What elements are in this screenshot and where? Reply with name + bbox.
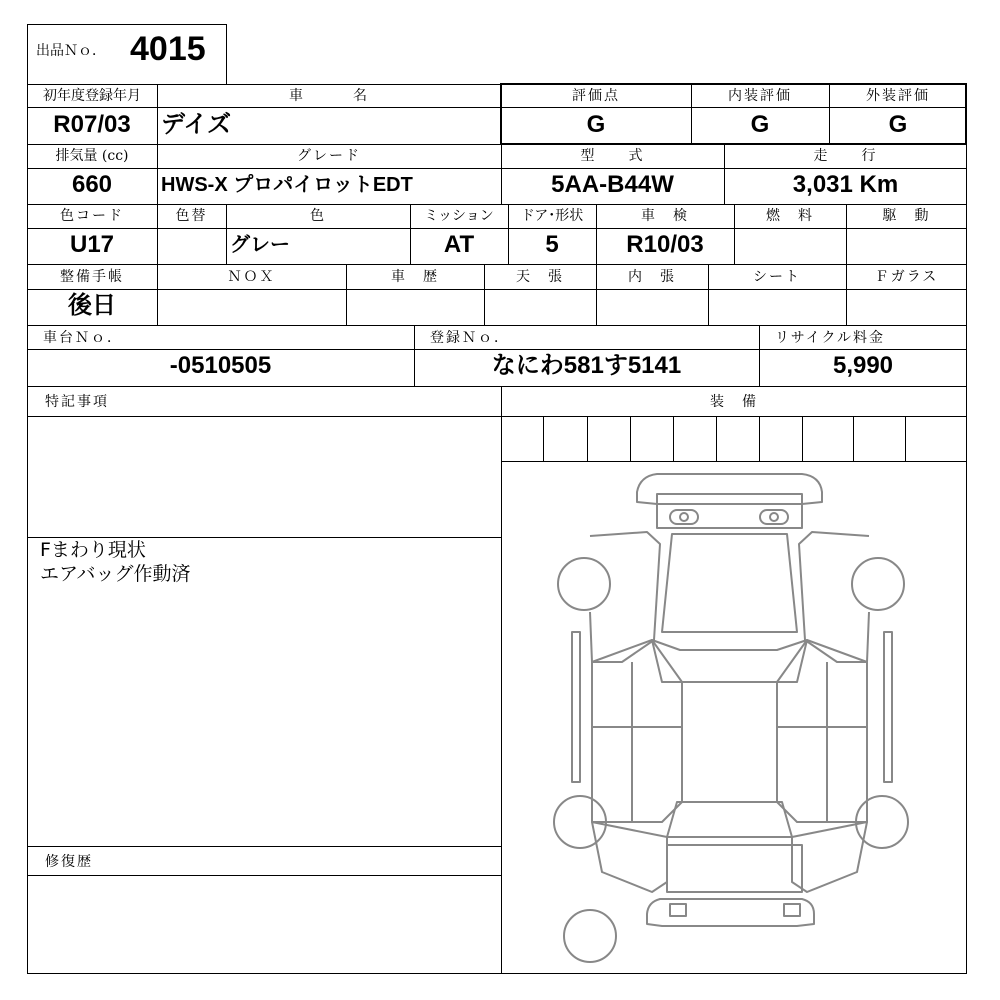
interior-value: G	[750, 111, 770, 138]
color-value: グレー	[230, 234, 290, 256]
chassis-value: -0510505	[169, 352, 272, 379]
first-reg-label: 初年度登録年月	[43, 88, 141, 104]
color-label: 色	[310, 208, 326, 224]
grade-value: HWS-X プロパイロットEDT	[161, 174, 413, 196]
lot-number: 4015	[130, 30, 206, 68]
score-value: G	[586, 111, 606, 138]
score-label: 評価点	[572, 88, 620, 104]
grade-label: グレード	[297, 148, 361, 164]
doors-label: ドア･形状	[520, 208, 584, 224]
fuel-label: 燃 料	[766, 208, 814, 224]
seat-label: シート	[753, 269, 801, 285]
transmission-label: ミッション	[424, 208, 494, 224]
exterior-label: 外装評価	[866, 88, 930, 104]
recycle-label: リサイクル料金	[775, 330, 886, 346]
inspection-value: R10/03	[626, 231, 704, 258]
doors-value: 5	[545, 231, 559, 258]
equipment-label: 装 備	[710, 394, 758, 410]
notes-line-1: Fまわり現状	[40, 539, 146, 561]
car-inspection-diagram-icon	[502, 462, 966, 972]
notes-label: 特記事項	[45, 394, 109, 410]
inspection-label: 車 検	[641, 208, 689, 224]
model-label: 型 式	[580, 148, 645, 164]
displacement-label: 排気量 (cc)	[55, 148, 129, 164]
chassis-label: 車台Ｎｏ．	[43, 330, 123, 346]
model-value: 5AA-B44W	[551, 171, 674, 198]
first-reg-value: R07/03	[53, 111, 131, 138]
maintenance-label: 整備手帳	[60, 269, 124, 285]
history-label: 車 歴	[391, 269, 439, 285]
car-name-value: デイズ	[161, 111, 232, 138]
mileage-label: 走 行	[813, 148, 878, 164]
registration-value: なにわ581す5141	[491, 352, 682, 379]
registration-label: 登録Ｎｏ．	[430, 330, 510, 346]
notes-line-2: エアバッグ作動済	[40, 563, 191, 585]
fglass-label: Ｆガラス	[874, 269, 939, 285]
displacement-value: 660	[71, 171, 113, 198]
recycle-value: 5,990	[832, 352, 894, 379]
interior-label: 内装評価	[728, 88, 792, 104]
nox-label: ＮＯＸ	[227, 269, 276, 285]
roof-label: 天 張	[516, 269, 564, 285]
maintenance-value: 後日	[68, 292, 116, 319]
drive-label: 駆 動	[882, 208, 931, 224]
exterior-value: G	[888, 111, 908, 138]
color-change-label: 色替	[175, 208, 208, 224]
mileage-value: 3,031 Km	[792, 171, 899, 198]
color-code-label: 色コード	[60, 208, 124, 224]
transmission-value: AT	[443, 231, 475, 258]
interior-trim-label: 内 張	[628, 269, 676, 285]
color-code-value: U17	[69, 231, 115, 258]
repair-label: 修復歴	[45, 854, 93, 870]
car-name-label: 車 名	[289, 88, 369, 104]
lot-label: 出品Ｎｏ．	[36, 43, 106, 59]
